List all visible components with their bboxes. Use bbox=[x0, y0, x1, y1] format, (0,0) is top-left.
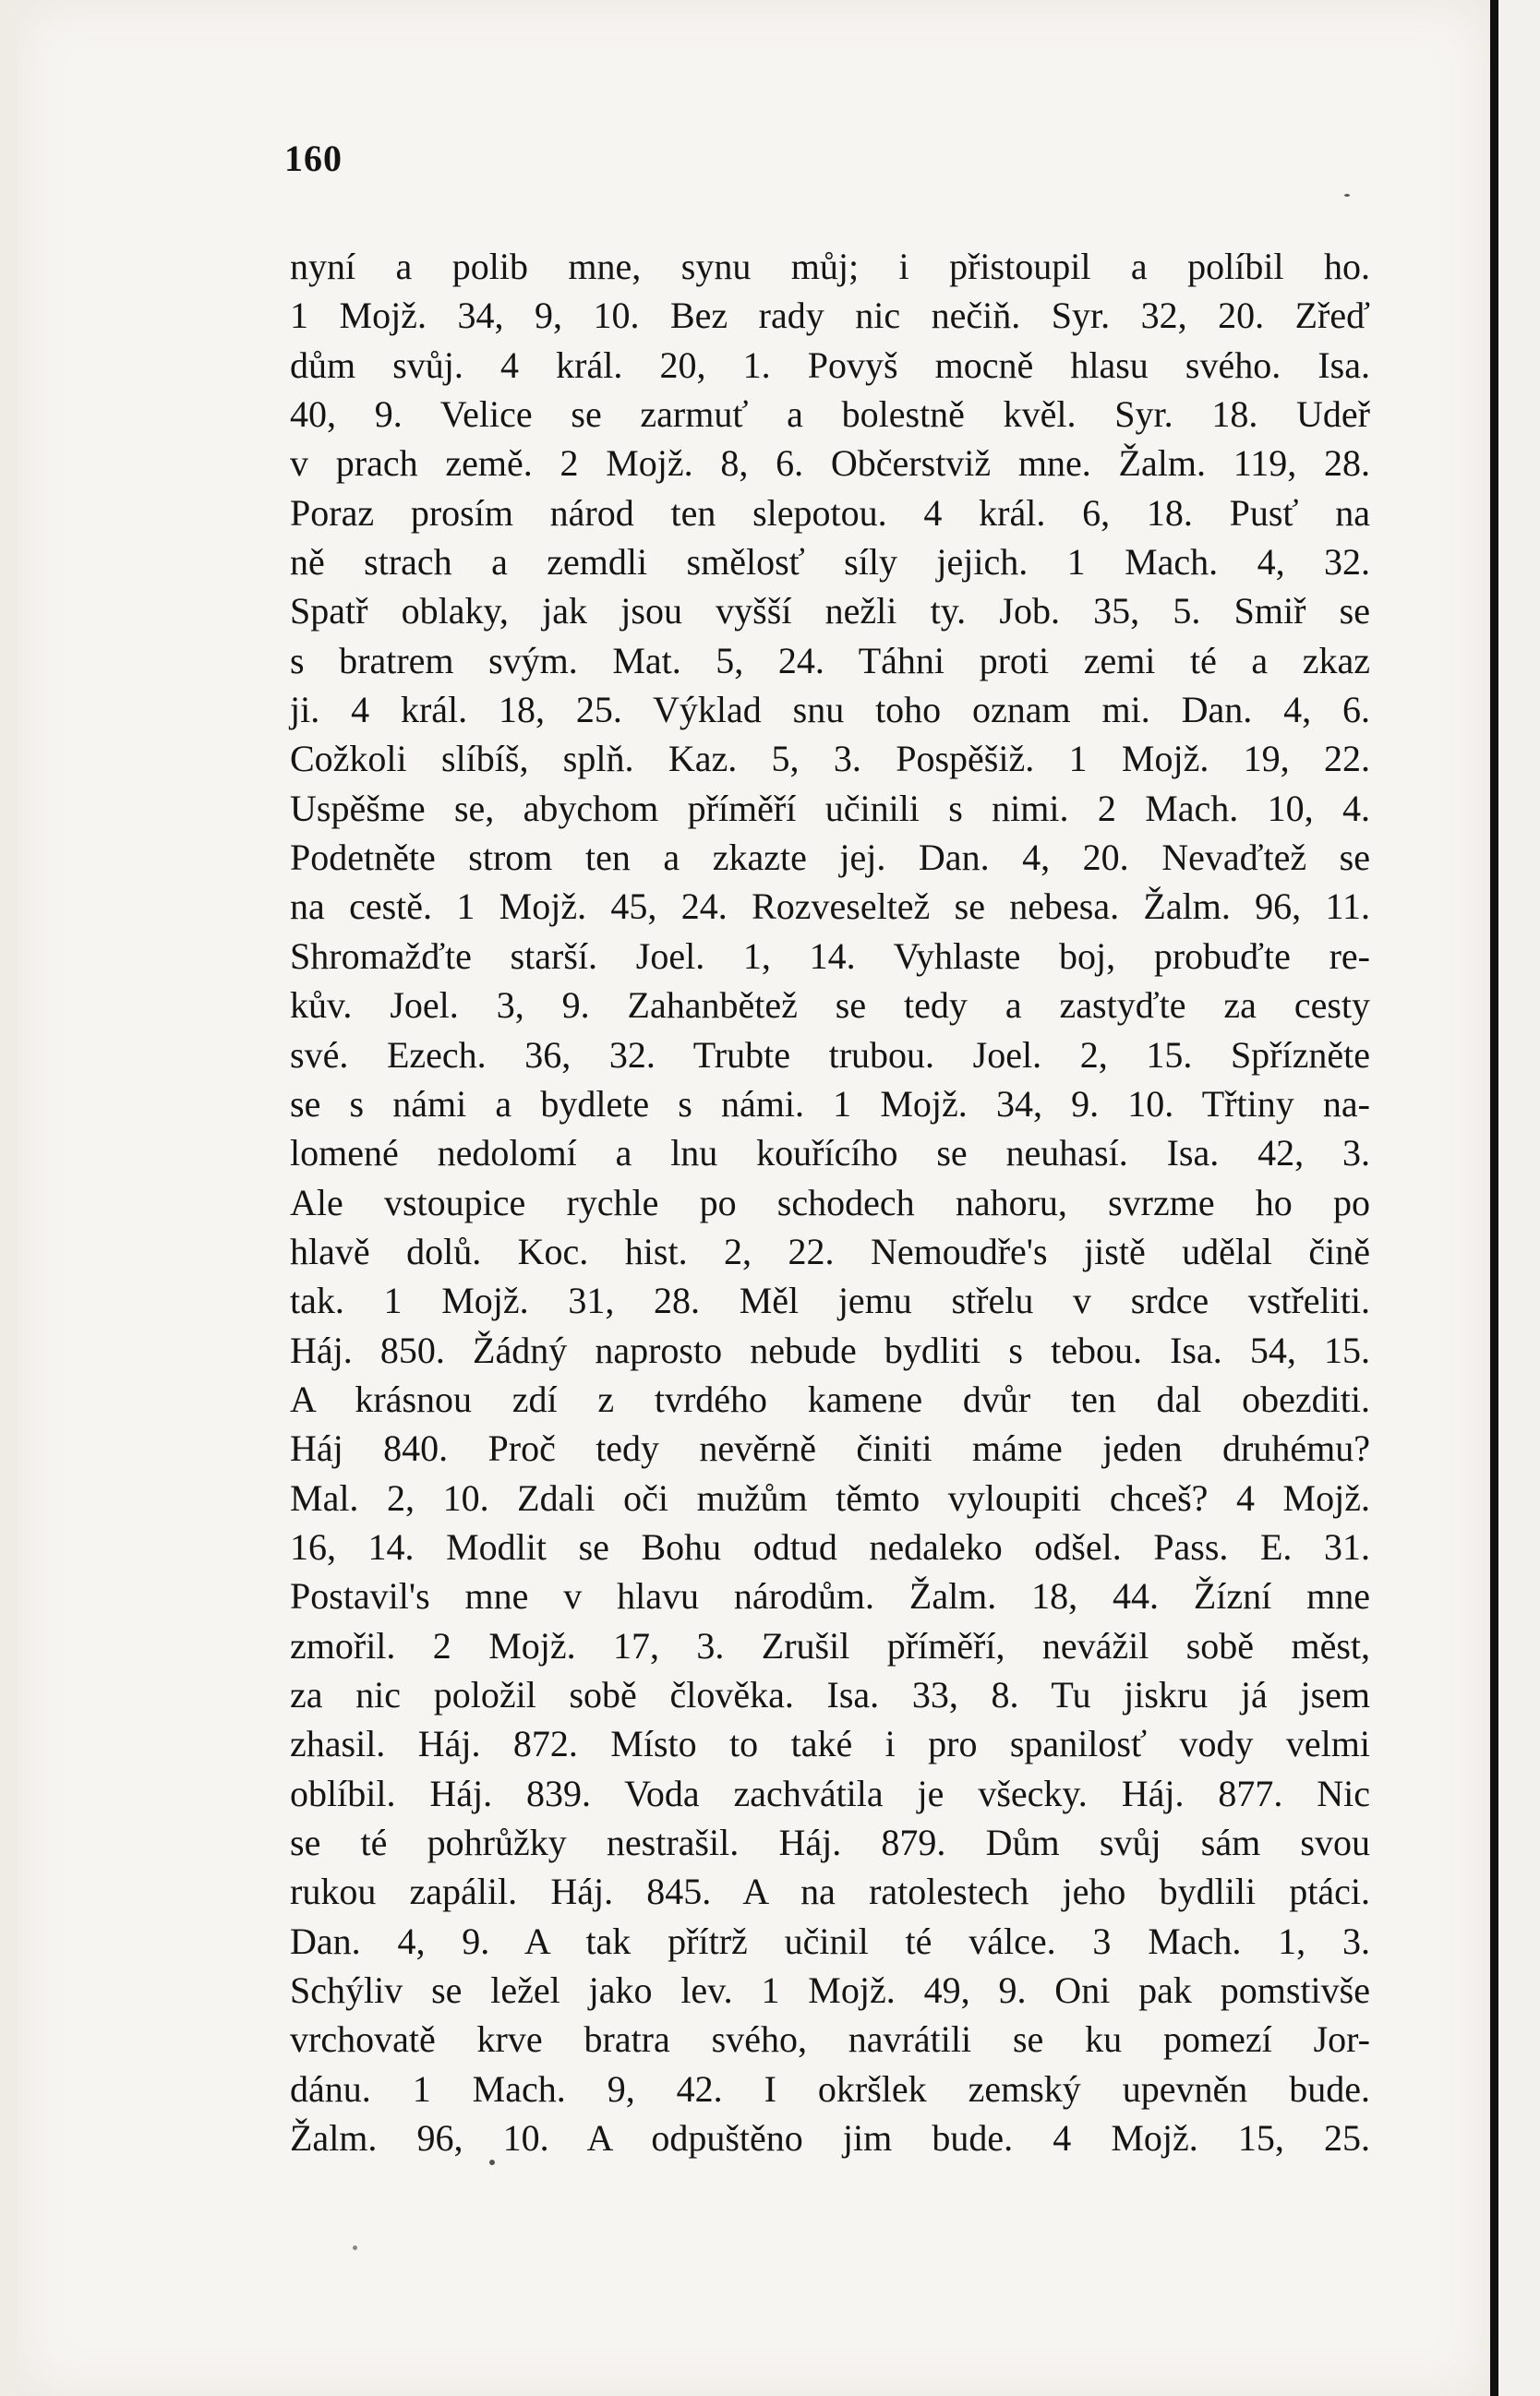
page-number: 160 bbox=[284, 138, 343, 179]
text-line: 16, 14. Modlit se Bohu odtud nedaleko odšel. Pass. E. 31. bbox=[290, 1525, 1370, 1568]
text-line: dánu. 1 Mach. 9, 42. I okršlek zemský upevněn bude. bbox=[290, 2067, 1370, 2110]
text-line: se té pohrůžky nestrašil. Háj. 879. Dům svůj sám svou bbox=[290, 1822, 1370, 1863]
text-line: Mal. 2, 10. Zdali oči mužům těmto vyloupiti chceš? 4 Mojž. bbox=[290, 1476, 1370, 1519]
text-line: ně strach a zemdli smělosť síly jejich. 1 Mach. 4, 32. bbox=[290, 541, 1370, 584]
text-line: Postavil's mne v hlavu národům. Žalm. 18, 44. Žízní mne bbox=[290, 1575, 1370, 1618]
text-line: své. Ezech. 36, 32. Trubte trubou. Joel. 2, 15. Spřízněte bbox=[290, 1033, 1370, 1076]
paper-speck bbox=[489, 2160, 495, 2165]
text-line: na cestě. 1 Mojž. 45, 24. Rozveseltež se nebesa. Žalm. 96, 11. bbox=[290, 885, 1370, 928]
text-line: Dan. 4, 9. A tak přítrž učinil té válce. 3 Mach. 1, 3. bbox=[290, 1920, 1370, 1962]
text-line: ji. 4 král. 18, 25. Výklad snu toho oznam mi. Dan. 4, 6. bbox=[290, 689, 1370, 731]
text-line: dům svůj. 4 král. 20, 1. Povyš mocně hlasu svého. Isa. bbox=[290, 343, 1370, 386]
text-line: lomené nedolomí a lnu kouřícího se neuhasí. Isa. 42, 3. bbox=[290, 1132, 1370, 1174]
page-body-text bbox=[290, 242, 1370, 2162]
text-line: A krásnou zdí z tvrdého kamene dvůr ten dal obezditi. bbox=[290, 1378, 1370, 1420]
text-line: tak. 1 Mojž. 31, 28. Měl jemu střelu v srdce vstřeliti. bbox=[290, 1280, 1370, 1322]
text-line: v prach země. 2 Mojž. 8, 6. Občerstviž mne. Žalm. 119, 28. bbox=[290, 442, 1370, 485]
text-line: Shromažďte starší. Joel. 1, 14. Vyhlaste boj, probuďte re- bbox=[290, 934, 1370, 977]
paper-speck bbox=[1344, 194, 1350, 197]
text-line: Žalm. 96, 10. A odpuštěno jim bude. 4 Mojž. 15, 25. bbox=[290, 2117, 1370, 2160]
text-line: se s námi a bydlete s námi. 1 Mojž. 34, 9. 10. Třtiny na- bbox=[290, 1082, 1370, 1125]
text-line: za nic položil sobě člověka. Isa. 33, 8. Tu jiskru já jsem bbox=[290, 1673, 1370, 1716]
book-page bbox=[17, 0, 1489, 2396]
text-line: Háj 840. Proč tedy nevěrně činiti máme jeden druhému? bbox=[290, 1427, 1370, 1470]
text-line: Cožkoli slíbíš, splň. Kaz. 5, 3. Pospěšiž. 1 Mojž. 19, 22. bbox=[290, 738, 1370, 780]
text-line: s bratrem svým. Mat. 5, 24. Táhni proti zemi té a zkaz bbox=[290, 639, 1370, 681]
text-line: oblíbil. Háj. 839. Voda zachvátila je všecky. Háj. 877. Nic bbox=[290, 1772, 1370, 1814]
page-edge-line bbox=[1490, 0, 1498, 2396]
text-line: 1 Mojž. 34, 9, 10. Bez rady nic nečiň. Syr. 32, 20. Zřeď bbox=[290, 295, 1370, 337]
text-line: Poraz prosím národ ten slepotou. 4 král. 6, 18. Pusť na bbox=[290, 491, 1370, 534]
text-line: hlavě dolů. Koc. hist. 2, 22. Nemoudře's jistě udělal čině bbox=[290, 1230, 1370, 1272]
text-line: vrchovatě krve bratra svého, navrátili se ku pomezí Jor- bbox=[290, 2018, 1370, 2061]
text-line: Podetněte strom ten a zkazte jej. Dan. 4, 20. Nevaďtež se bbox=[290, 837, 1370, 879]
text-line: Háj. 850. Žádný naprosto nebude bydliti s tebou. Isa. 54, 15. bbox=[290, 1329, 1370, 1371]
text-line: Spatř oblaky, jak jsou vyšší nežli ty. Job. 35, 5. Smiř se bbox=[290, 590, 1370, 632]
paper-speck bbox=[353, 2245, 357, 2250]
text-line: rukou zapálil. Háj. 845. A na ratolestech jeho bydlili ptáci. bbox=[290, 1871, 1370, 1913]
text-line: zhasil. Háj. 872. Místo to také i pro spanilosť vody velmi bbox=[290, 1723, 1370, 1765]
text-line: Ale vstoupice rychle po schodech nahoru, svrzme ho po bbox=[290, 1181, 1370, 1223]
text-line: kův. Joel. 3, 9. Zahanbětež se tedy a zastyďte za cesty bbox=[290, 984, 1370, 1027]
facing-page-strip bbox=[1498, 0, 1540, 2396]
text-line: nyní a polib mne, synu můj; i přistoupil a políbil ho. bbox=[290, 246, 1370, 287]
text-line: 40, 9. Velice se zarmuť a bolestně kvěl. Syr. 18. Udeř bbox=[290, 393, 1370, 436]
text-line: Schýliv se ležel jako lev. 1 Mojž. 49, 9. Oni pak pomstivše bbox=[290, 1969, 1370, 2012]
text-line: zmořil. 2 Mojž. 17, 3. Zrušil příměří, nevážil sobě měst, bbox=[290, 1624, 1370, 1667]
text-line: Uspěšme se, abychom příměří učinili s nimi. 2 Mach. 10, 4. bbox=[290, 787, 1370, 829]
